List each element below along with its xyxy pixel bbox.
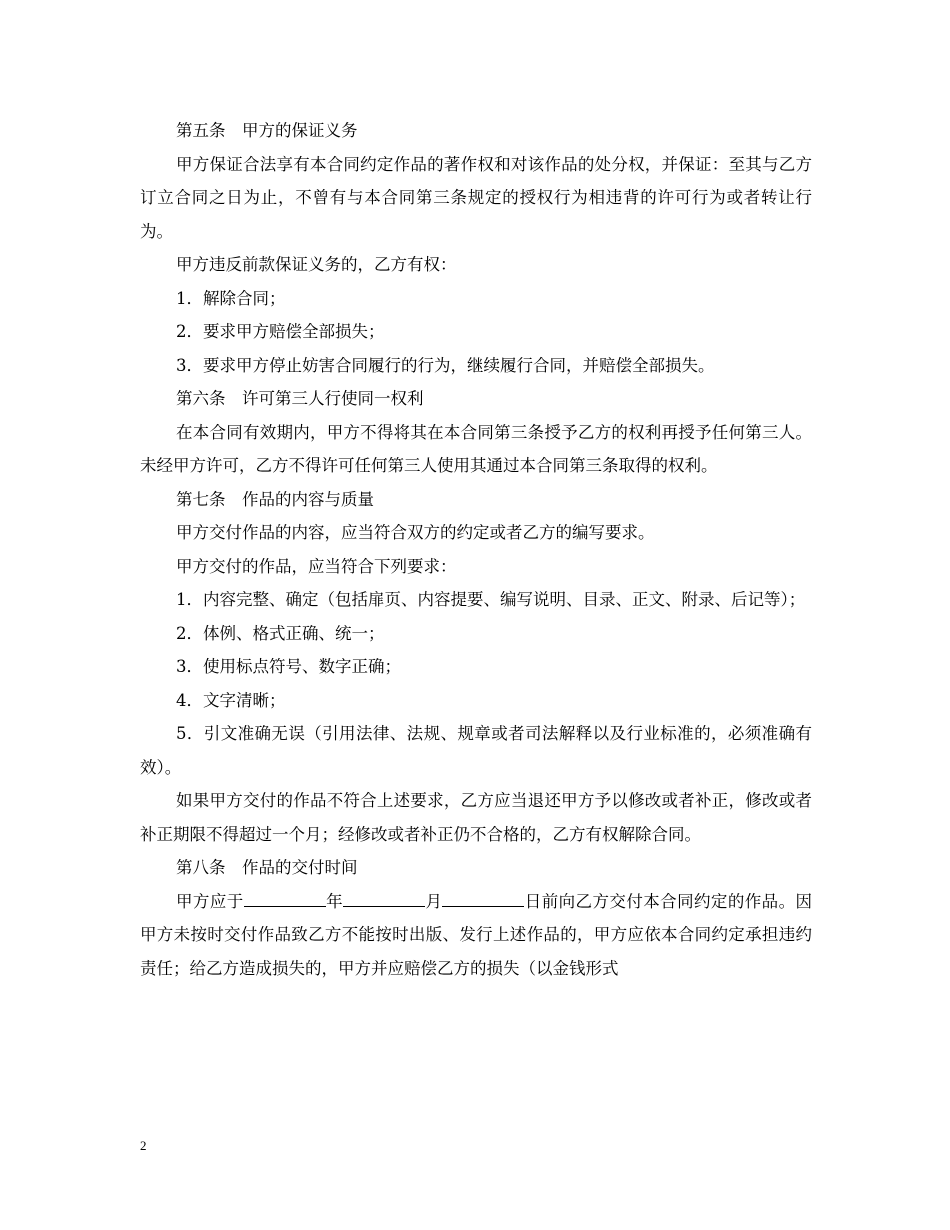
- document-body: [140, 114, 812, 985]
- list-item: 1．内容完整、确定（包括扉页、内容提要、编写说明、目录、正文、附录、后记等）；: [176, 590, 806, 609]
- list-item: 2．体例、格式正确、统一；: [176, 623, 385, 643]
- year-blank-field: [244, 888, 326, 907]
- list-item: 2．要求甲方赔偿全部损失；: [176, 322, 385, 341]
- delivery-prefix: 甲方应于: [176, 891, 244, 911]
- paragraph: 甲方保证合法享有本合同约定作品的著作权和对该作品的处分权，并保证：至其与乙方订立合同之日为止，不曾有与本合同第三条规定的授权行为相违背的许可行为或者转让行为。: [140, 154, 812, 241]
- list-item: 4．文字清晰；: [176, 690, 286, 710]
- article-7-heading: 第七条 作品的内容与质量: [176, 489, 374, 509]
- delivery-clause: [140, 885, 812, 986]
- article-5-heading: 第五条 甲方的保证义务: [176, 121, 358, 140]
- month-blank-field: [343, 888, 425, 907]
- month-label: 月: [425, 891, 443, 911]
- year-label: 年: [325, 891, 344, 911]
- article-8-heading: 第八条 作品的交付时间: [176, 858, 358, 877]
- paragraph: 甲方交付的作品，应当符合下列要求：: [176, 556, 457, 576]
- article-6-heading: 第六条 许可第三人行使同一权利: [176, 389, 424, 408]
- list-item: 5．引文准确无误（引用法律、法规、规章或者司法解释以及行业标准的，必须准确有效）。: [140, 724, 812, 777]
- paragraph: 甲方违反前款保证义务的，乙方有权：: [176, 255, 457, 274]
- page-number: 2: [140, 1138, 147, 1153]
- paragraph: 甲方交付作品的内容，应当符合双方的约定或者乙方的编写要求。: [176, 523, 655, 542]
- paragraph: 在本合同有效期内，甲方不得将其在本合同第三条授予乙方的权利再授予任何第三人。未经甲方许可，乙方不得许可任何第三人使用其通过本合同第三条取得的权利。: [140, 422, 812, 475]
- list-item: 3．要求甲方停止妨害合同履行的行为，继续履行合同，并赔偿全部损失。: [176, 355, 715, 375]
- day-blank-field: [442, 888, 524, 907]
- paragraph: 如果甲方交付的作品不符合上述要求，乙方应当退还甲方予以修改或者补正，修改或者补正期限不得超过一个月；经修改或者补正仍不合格的，乙方有权解除合同。: [140, 791, 812, 844]
- list-item: 3．使用标点符号、数字正确；: [176, 657, 401, 676]
- delivery-text: 日前向乙方交付本合同约定的作品。因甲方未按时交付作品致乙方不能按时出版、发行上述作品的，甲方应依本合同约定承担违约责任；给乙方造成损失的，甲方并应赔偿乙方的损失（以金钱形式: [140, 891, 813, 978]
- list-item: 1．解除合同；: [176, 288, 286, 308]
